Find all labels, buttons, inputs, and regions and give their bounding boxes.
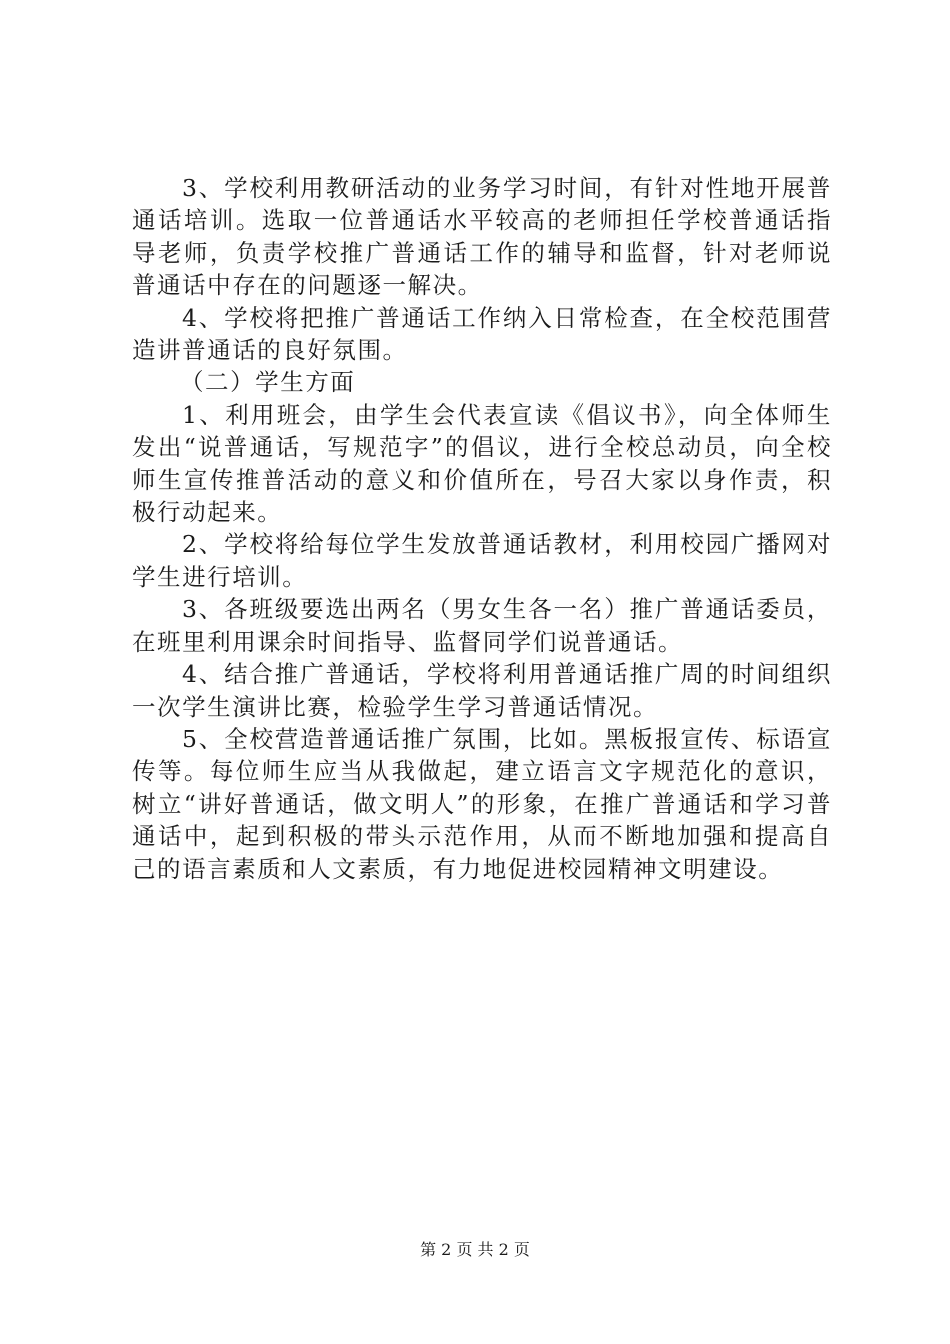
- document-body: [132, 172, 832, 885]
- paragraph-class-meeting: 1、利用班会，由学生会代表宣读《倡议书》，向全体师生发出“说普通话，写规范字”的倡议，进行全校总动员，向全校师生宣传推普活动的意义和价值所在，号召大家以身作责，积极行动起来。: [132, 400, 832, 527]
- section-heading-students: （二）学生方面: [180, 368, 356, 397]
- paragraph-textbooks: 2、学校将给每位学生发放普通话教材，利用校园广播网对学生进行培训。: [132, 530, 832, 591]
- page-number-footer: 第 2 页 共 2 页: [420, 1240, 530, 1259]
- paragraph-daily-inspection: 4、学校将把推广普通话工作纳入日常检查，在全校范围营造讲普通话的良好氛围。: [132, 303, 832, 365]
- paragraph-class-committee: 3、各班级要选出两名（男女生各一名）推广普通话委员，在班里利用课余时间指导、监督同学们说普通话。: [132, 595, 832, 656]
- paragraph-campus-atmosphere: 5、全校营造普通话推广氛围，比如。黑板报宣传、标语宣传等。每位师生应当从我做起，建立语言文字规范化的意识，树立“讲好普通话，做文明人”的形象，在推广普通话和学习普通话中，起到积极的带头示范作用，从而不断地加强和提高自己的语言素质和人文素质，有力地促进校园精神文明建设。: [132, 724, 832, 883]
- paragraph-teacher-training: 3、学校利用教研活动的业务学习时间，有针对性地开展普通话培训。选取一位普通话水平较高的老师担任学校普通话指导老师，负责学校推广普通话工作的辅导和监督，针对老师说普通话中存在的问题逐一解决。: [132, 174, 832, 300]
- paragraph-speech-contest: 4、结合推广普通话，学校将利用普通话推广周的时间组织一次学生演讲比赛，检验学生学习普通话情况。: [132, 660, 832, 721]
